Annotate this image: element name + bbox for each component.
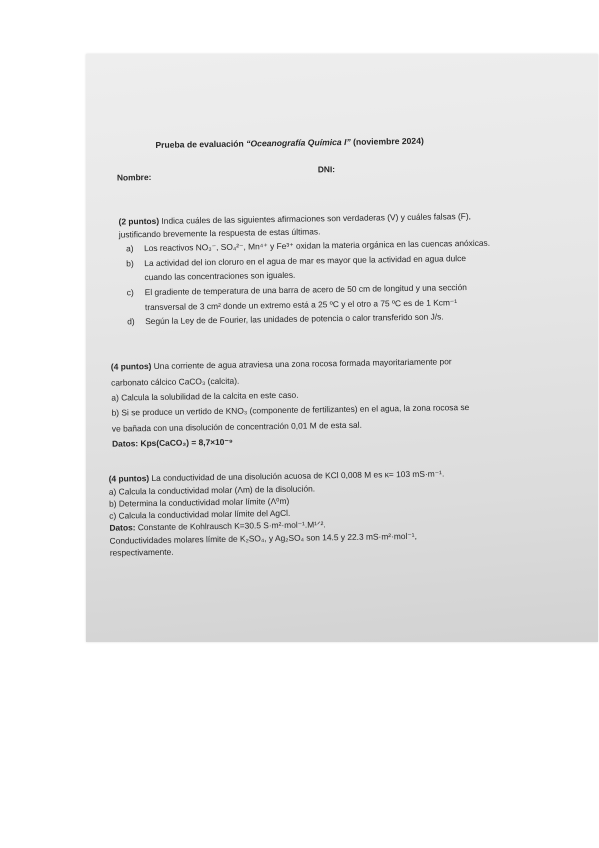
q1-intro1: Indica cuáles de las siguientes afirmaciones son verdaderas (V) y cuáles falsas (F), [159, 210, 472, 226]
q2-b-line2: ve bañada con una disolución de concentración 0,01 M de esta sal. [111, 419, 362, 434]
q1-a-letter: a) [125, 243, 134, 254]
q1-intro-line1 [119, 211, 472, 228]
q2-intro-line1 [111, 356, 452, 372]
q1-d-letter: d) [127, 316, 135, 327]
q1-c-line2: transversal de 3 cm² donde un extremo está a 25 ºC y el otro a 75 ºC es de 1 Kcm⁻¹ [144, 297, 458, 313]
q3-data-text: Constante de Kohlrausch K=30.5 S·m²·mol⁻¹.M¹ᐟ². [135, 519, 326, 533]
q1-d-text: Según la Ley de de Fourier, las unidades de potencia o calor transferido son J/s. [145, 311, 444, 327]
q3-intro-text: La conductividad de una disolución acuosa de KCl 0,008 M es κ= 103 mS·m⁻¹. [149, 468, 445, 484]
q2-intro-line2: carbonato cálcico CaCO₃ (calcita). [111, 375, 240, 388]
q3-data-label: Datos: [109, 522, 136, 533]
q3-points: (4 puntos) [108, 473, 150, 484]
q2-data: Datos: Kps(CaCO₃) = 8,7×10⁻⁹ [112, 436, 233, 449]
q2-points: (4 puntos) [110, 361, 152, 372]
q1-b-letter: b) [126, 258, 134, 269]
q3-c: c) Calcula la conductividad molar límite del AgCl. [109, 507, 291, 521]
q3-cond-line2: respectivamente. [109, 546, 174, 558]
title-prefix: Prueba de evaluación [155, 138, 247, 150]
q1-a-text: Los reactivos NO₃⁻, SO₄²⁻, Mn⁴⁺ y Fe³⁺ oxidan la materia orgánica en las cuencas anóxicas. [143, 237, 491, 254]
q1-points: (2 puntos) [118, 215, 160, 227]
q3-cond-line1: Conductividades molares límite de K₂SO₄, y Ag₂SO₄ son 14.5 y 22.3 mS·m²·mol⁻¹, [109, 530, 417, 546]
q3-a: a) Calcula la conductividad molar (Λm) de la disolución. [108, 483, 316, 497]
dni-label: DNI: [317, 164, 336, 175]
exam-title [155, 136, 424, 151]
q2-b-line1: b) Si se produce un vertido de KNO₃ (componente de fertilizantes) en el agua, la zona rocosa se [111, 402, 470, 418]
exam-sheet [86, 54, 598, 642]
q3-data [109, 519, 325, 533]
q1-c-line1: El gradiente de temperatura de una barra de acero de 50 cm de longitud y una sección [144, 282, 467, 298]
q3-b: b) Determina la conductividad molar límite (Λ⁰m) [108, 495, 290, 509]
q1-b-line1: La actividad del ion cloruro en el agua de mar es mayor que la actividad en agua dulce [144, 253, 467, 269]
title-course: “Oceanografía Química I” [246, 136, 351, 149]
title-suffix: (noviembre 2024) [350, 135, 424, 147]
q2-a: a) Calcula la solubilidad de la calcita en este caso. [111, 389, 299, 403]
q2-intro1: Una corriente de agua atraviesa una zona rocosa formada mayoritariamente por [151, 356, 452, 372]
q1-item-a [126, 243, 134, 254]
name-label: Nombre: [116, 172, 152, 183]
q1-b-line2: cuando las concentraciones son iguales. [144, 269, 296, 283]
q3-intro [109, 468, 445, 484]
q1-c-letter: c) [126, 287, 134, 298]
q1-intro-line2: justificando brevemente la respuesta de estas últimas. [118, 226, 321, 240]
exam-content [86, 50, 599, 646]
